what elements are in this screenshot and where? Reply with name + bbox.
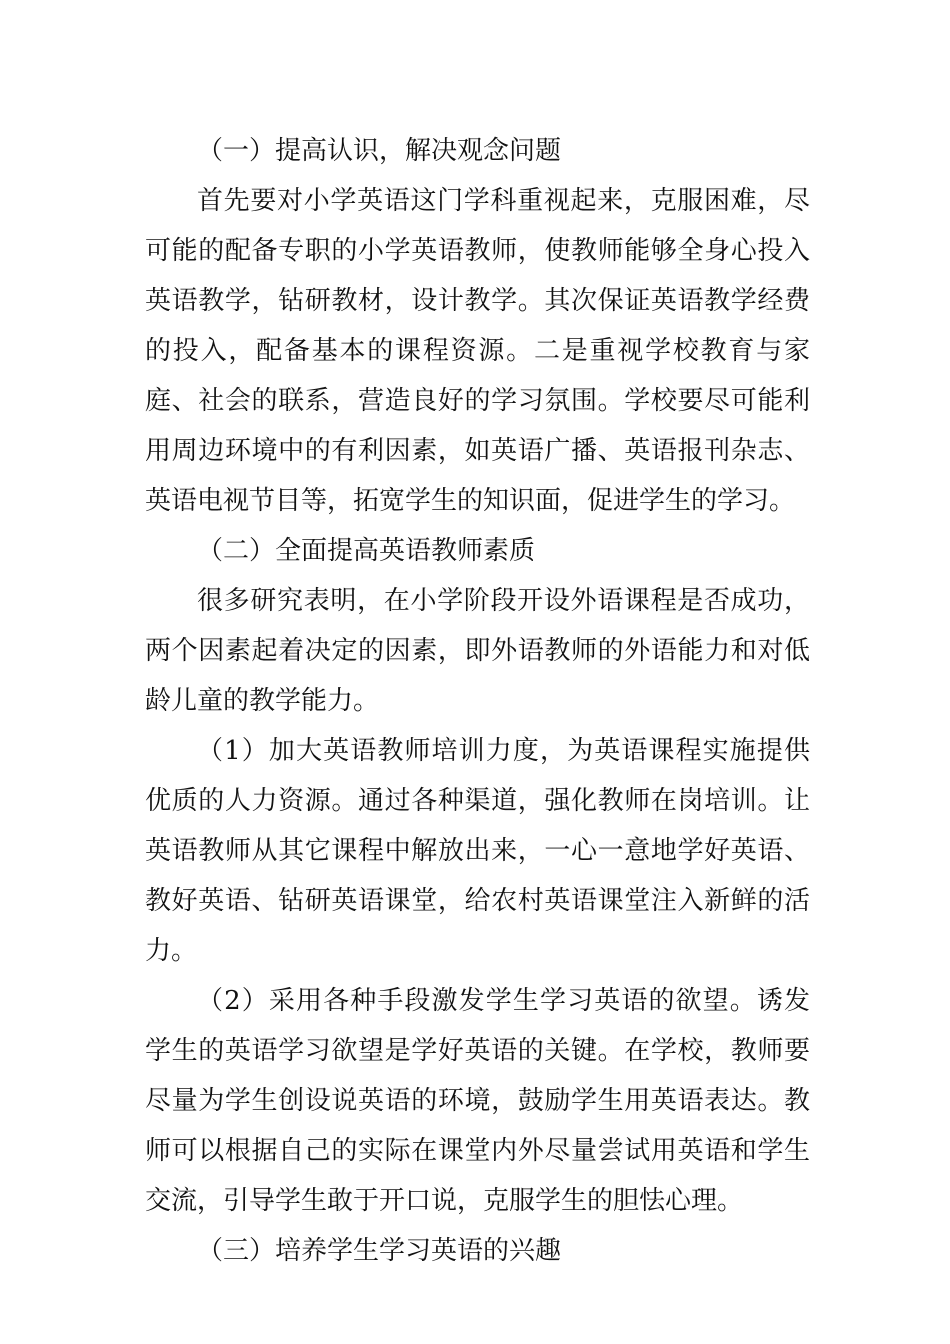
section-heading-1: （一）提高认识，解决观念问题 [197,136,562,166]
body-paragraph: 很多研究表明，在小学阶段开设外语课程是否成功，两个因素起着决定的因素，即外语教师的外语能力和对低龄儿童的教学能力。 [145,586,810,716]
body-paragraph: （1）加大英语教师培训力度，为英语课程实施提供优质的人力资源。通过各种渠道，强化教师在岗培训。让英语教师从其它课程中解放出来，一心一意地学好英语、教好英语、钻研英语课堂，给农村英语课堂注入新鲜的活力。 [145,736,810,966]
section-heading-3: （三）培养学生学习英语的兴趣 [197,1236,562,1266]
body-paragraph: 首先要对小学英语这门学科重视起来，克服困难，尽可能的配备专职的小学英语教师，使教师能够全身心投入英语教学，钻研教材，设计教学。其次保证英语教学经费的投入，配备基本的课程资源。二是重视学校教育与家庭、社会的联系，营造良好的学习氛围。学校要尽可能利用周边环境中的有利因素，如英语广播、英语报刊杂志、英语电视节目等，拓宽学生的知识面，促进学生的学习。 [145,186,810,516]
section-heading-2: （二）全面提高英语教师素质 [197,536,536,566]
body-paragraph: （2）采用各种手段激发学生学习英语的欲望。诱发学生的英语学习欲望是学好英语的关键。在学校，教师要尽量为学生创设说英语的环境，鼓励学生用英语表达。教师可以根据自己的实际在课堂内外尽量尝试用英语和学生交流，引导学生敢于开口说，克服学生的胆怯心理。 [145,986,810,1216]
document-body [145,126,810,1276]
